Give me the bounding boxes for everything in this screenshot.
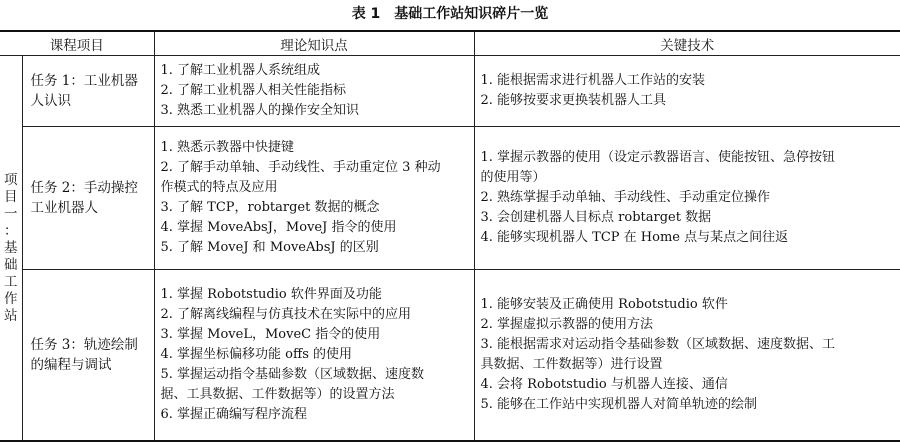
skill-item: 4. 会将 Robotstudio 与机器人连接、通信	[480, 377, 728, 392]
project-char: 站	[4, 307, 18, 324]
skills-list	[474, 56, 900, 127]
skills-list	[474, 127, 900, 270]
skills-list	[474, 270, 900, 442]
project-char: 项	[4, 171, 18, 188]
task-name: 任务 1：工业机器人认识	[22, 56, 154, 127]
theory-item: 2. 了解离线编程与仿真技术在实际中的应用	[160, 307, 412, 322]
project-char: 础	[4, 256, 18, 273]
theory-list	[154, 270, 474, 442]
skill-item: 4. 能够实现机器人 TCP 在 Home 点与某点之间往返	[480, 230, 789, 245]
theory-item: 3. 了解 TCP，robtarget 数据的概念	[160, 200, 380, 215]
header-course-project: 课程项目	[0, 31, 154, 56]
theory-item: 3. 熟悉工业机器人的操作安全知识	[160, 103, 360, 118]
theory-item: 1. 熟悉示教器中快捷键	[160, 140, 295, 155]
project-char: 一	[4, 205, 18, 222]
table-header-row	[0, 31, 900, 56]
header-theory-points: 理论知识点	[154, 31, 474, 56]
theory-item: 据、工具数据、工件数据等）的设置方法	[160, 387, 395, 402]
knowledge-table	[0, 30, 900, 442]
table-row	[0, 270, 900, 442]
project-cell	[0, 56, 22, 442]
project-char: 工	[4, 273, 18, 290]
theory-item: 2. 了解工业机器人相关性能指标	[160, 83, 347, 98]
theory-item: 2. 了解手动单轴、手动线性、手动重定位 3 种动	[160, 160, 441, 175]
skill-item: 的使用等）	[480, 170, 546, 185]
skill-item: 3. 会创建机器人目标点 robtarget 数据	[480, 210, 712, 225]
theory-item: 4. 掌握坐标偏移功能 offs 的使用	[160, 347, 353, 362]
theory-list	[154, 56, 474, 127]
project-char: 目	[4, 188, 18, 205]
theory-item: 6. 掌握正确编写程序流程	[160, 407, 308, 422]
table-row	[0, 127, 900, 270]
task-name: 任务 3：轨迹绘制的编程与调试	[22, 270, 154, 442]
theory-item: 5. 了解 MoveJ 和 MoveAbsJ 的区别	[160, 240, 379, 255]
theory-item: 作模式的特点及应用	[160, 180, 278, 195]
skill-item: 1. 能够安装及正确使用 Robotstudio 软件	[480, 297, 728, 312]
theory-list	[154, 127, 474, 270]
theory-item: 4. 掌握 MoveAbsJ，MoveJ 指令的使用	[160, 220, 397, 235]
skill-item: 2. 熟练掌握手动单轴、手动线性、手动重定位操作	[480, 190, 771, 205]
theory-item: 1. 了解工业机器人系统组成	[160, 63, 321, 78]
skill-item: 3. 能根据需求对运动指令基础参数（区域数据、速度数据、工	[480, 337, 836, 352]
project-char: 基	[4, 239, 18, 256]
skill-item: 5. 能够在工作站中实现机器人对简单轨迹的绘制	[480, 397, 758, 412]
skill-item: 2. 掌握虚拟示教器的使用方法	[480, 317, 654, 332]
skill-item: 具数据、工件数据等）进行设置	[480, 357, 663, 372]
project-char: ：	[4, 222, 18, 239]
theory-item: 5. 掌握运动指令基础参数（区域数据、速度数	[160, 367, 425, 382]
skill-item: 1. 掌握示教器的使用（设定示教器语言、使能按钮、急停按钮	[480, 150, 836, 165]
header-key-skills: 关键技术	[474, 31, 900, 56]
project-char: 作	[4, 290, 18, 307]
task-name: 任务 2：手动操控工业机器人	[22, 127, 154, 270]
skill-item: 2. 能够按要求更换装机器人工具	[480, 93, 667, 108]
table-row	[0, 56, 900, 127]
theory-item: 3. 掌握 MoveL，MoveC 指令的使用	[160, 327, 381, 342]
table-caption: 表 1 基础工作站知识碎片一览	[351, 6, 549, 22]
skill-item: 1. 能根据需求进行机器人工作站的安装	[480, 73, 706, 88]
theory-item: 1. 掌握 Robotstudio 软件界面及功能	[160, 287, 382, 302]
